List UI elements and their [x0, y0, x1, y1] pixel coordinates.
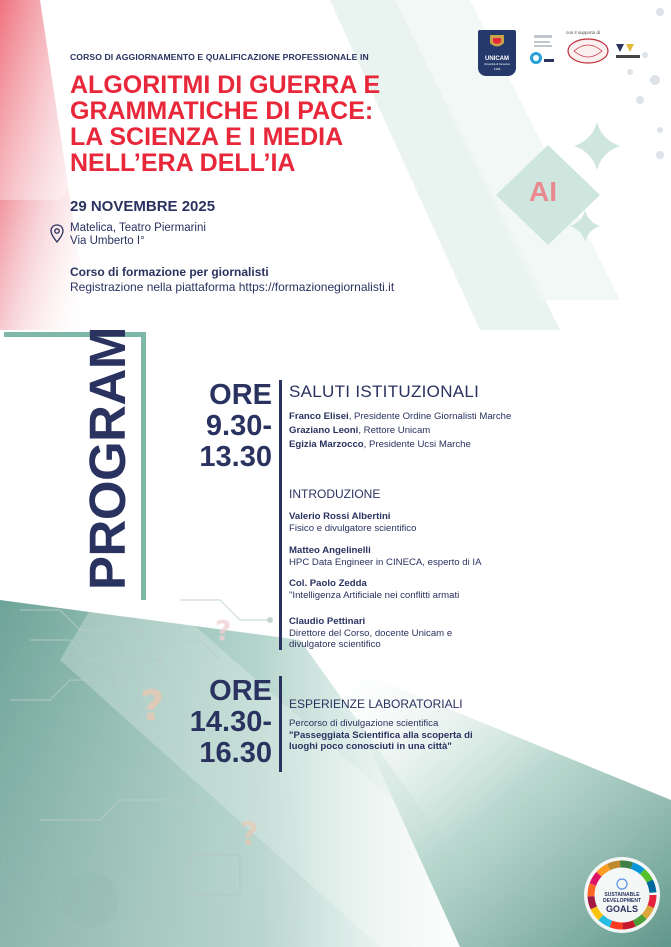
title-line: LA SCIENZA E I MEDIA — [70, 123, 344, 151]
morning-time — [170, 380, 272, 473]
greeting-item — [289, 410, 589, 424]
course-line-bold: Corso di formazione per giornalisti — [70, 265, 269, 279]
unicam-year: 1336 — [493, 67, 501, 71]
course-subtitle: CORSO DI AGGIORNAMENTO E QUALIFICAZIONE PROFESSIONALE IN — [70, 52, 369, 62]
partner-logo-3 — [566, 30, 610, 66]
sdg-text: GOALS — [605, 904, 638, 914]
speaker-name: Claudio Pettinari — [289, 616, 366, 627]
unicam-logo — [478, 30, 516, 76]
svg-text:?: ? — [240, 815, 259, 853]
speaker-role: HPC Data Engineer in CINECA, esperto di IA — [289, 556, 482, 568]
location-line: Matelica, Teatro Piermarini — [70, 222, 206, 234]
speaker-role: Direttore del Corso, docente Unicam e — [289, 627, 453, 639]
greeting-item — [289, 438, 589, 452]
greeting-role: , Presidente Ucsi Marche — [363, 439, 471, 450]
afternoon-time — [170, 676, 272, 769]
time-line: ORE — [209, 379, 272, 411]
time-line: 9.30- — [205, 410, 272, 442]
speaker-name: Col. Paolo Zedda — [289, 578, 367, 589]
greeting-item — [289, 424, 589, 438]
greeting-role: , Presidente Ordine Giornalisti Marche — [348, 411, 512, 422]
section-title-introduzione: INTRODUZIONE — [289, 487, 381, 501]
speaker-item — [289, 578, 589, 601]
description-line: "Passeggiata Scientifica alla scoperta di — [289, 729, 473, 741]
time-line: 16.30 — [199, 737, 272, 769]
speaker-role: "Intelligenza Artificiale nei conflitti armati — [289, 589, 460, 601]
section-title-saluti: SALUTI ISTITUZIONALI — [289, 382, 480, 401]
greeting-name: Egizia Marzocco — [289, 439, 364, 450]
greeting-name: Graziano Leoni — [289, 425, 359, 436]
location-pin-icon — [50, 224, 64, 244]
time-line: 13.30 — [199, 441, 272, 473]
afternoon-divider — [279, 676, 282, 772]
description-line: Percorso di divulgazione scientifica — [289, 718, 439, 729]
section-title-laboratoriali: ESPERIENZE LABORATORIALI — [289, 697, 463, 711]
page-title — [70, 72, 430, 176]
event-date: 29 NOVEMBRE 2025 — [70, 198, 216, 215]
speaker-item — [289, 545, 589, 568]
registration-line: Registrazione nella piattaforma https://formazionegiornalisti.it — [70, 280, 395, 294]
partner-logo-2 — [520, 32, 560, 70]
speaker-name: Valerio Rossi Albertini — [289, 511, 391, 522]
support-text: con il supporto di — [566, 30, 601, 35]
unicam-name: UNICAM — [485, 56, 509, 62]
sdg-text: DEVELOPMENT — [602, 898, 642, 904]
title-line: GRAMMATICHE DI PACE: — [70, 97, 374, 125]
greeting-name: Franco Elisei — [289, 411, 349, 422]
speaker-item — [289, 511, 589, 534]
speaker-role: divulgatore scientifico — [289, 639, 381, 650]
program-label: PROGRAM — [79, 327, 136, 590]
morning-divider — [279, 380, 282, 650]
partner-logo-4 — [614, 42, 644, 62]
svg-text:?: ? — [215, 614, 232, 647]
time-line: ORE — [209, 675, 272, 707]
svg-text:?: ? — [140, 681, 165, 730]
sdg-logo — [583, 856, 661, 934]
time-line: 14.30- — [189, 706, 272, 738]
description-line: luoghi poco conosciuti in una città" — [289, 741, 452, 752]
greetings-list — [289, 410, 589, 452]
unicam-crest-icon — [488, 33, 506, 51]
ai-badge-text: AI — [529, 176, 557, 207]
course-info — [70, 265, 394, 295]
sdg-text: SUSTAINABLE — [604, 892, 640, 898]
title-line: ALGORITMI DI GUERRA E — [70, 71, 381, 99]
greeting-role: , Rettore Unicam — [358, 425, 431, 436]
location-line: Via Umberto I° — [70, 235, 145, 247]
unicam-sub: Università di Camerino — [483, 63, 511, 66]
speaker-item — [289, 616, 589, 651]
speaker-name: Matteo Angelinelli — [289, 545, 371, 556]
title-line: NELL’ERA DELL’IA — [70, 149, 296, 177]
afternoon-description — [289, 718, 589, 753]
speaker-role: Fisico e divulgatore scientifico — [289, 522, 417, 534]
